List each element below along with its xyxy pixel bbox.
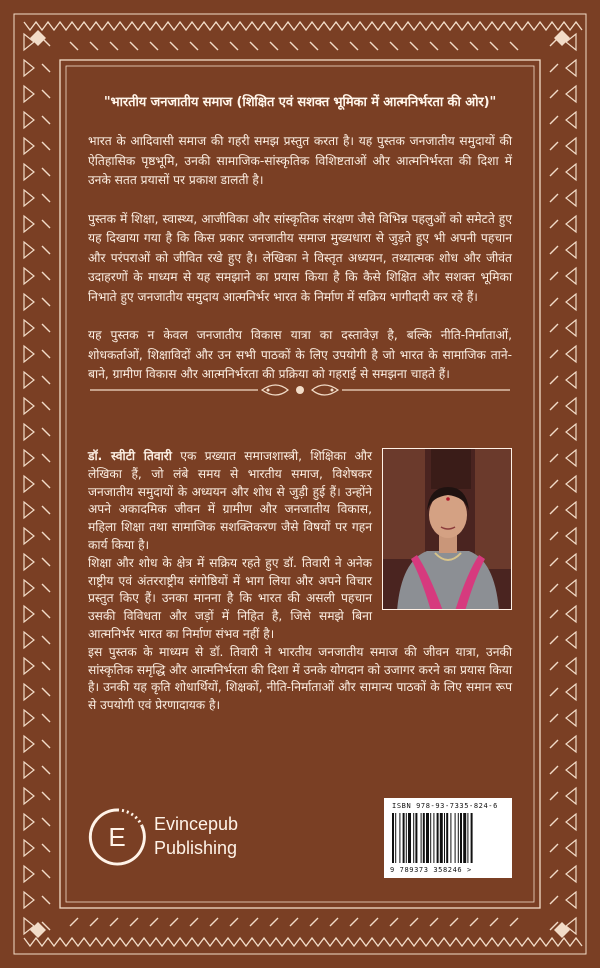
book-title: "भारतीय जनजातीय समाज (शिक्षित एवं सशक्त भूमिका में आत्मनिर्भरता की ओर)" [103,95,497,110]
author-photo [382,448,512,610]
author-bio-2: शिक्षा और शोध के क्षेत्र में सक्रिय रहते हुए डॉ. तिवारी ने अनेक राष्ट्रीय एवं अंतरराष्ट्रीय संगोष्ठियों में भाग लिया और अपने विचार प्रस्तुत किए हैं। उनका मानना है कि भारत की असली पहचान उसकी विविधता और जड़ों में निहित है, जिसे समझे बिना आत्मनिर्भर भारत का निर्माण संभव नहीं है। [88,555,372,641]
author-bio-3: इस पुस्तक के माध्यम से डॉ. तिवारी ने भारतीय जनजातीय समाज की जीवन यात्रा, उनकी सांस्कृतिक समृद्धि और आत्मनिर्भरता की दिशा में उनके योगदान को उजागर करने का प्रयास किया है। उनकी यह कृति शोधार्थियों, शिक्षकों, नीति-निर्माताओं और सामान्य पाठकों के लिए समान रूप से उपयोगी एवं प्रेरणादायक है। [88,644,512,713]
author-bio-1: एक प्रख्यात समाजशास्त्री, शिक्षिका और लेखिका हैं, जो लंबे समय से भारतीय समाज, विशेषकर जनजातीय समुदायों के अध्ययन और शोध से जुड़ी हुई हैं। उन्होंने अपने अकादमिक जीवन में ग्रामीण और जनजातीय विकास, महिला शिक्षा तथा सामाजिक सशक्तिकरण जैसे विषयों पर गहन कार्य किया है। [88,449,372,552]
barcode-bars [390,813,506,865]
publisher-logo [86,806,266,868]
isbn-barcode [384,798,512,878]
author-section [88,448,512,715]
publisher-name-line1: Evincepub [154,814,239,834]
publisher-name-line2: Publishing [154,838,238,858]
blurb-paragraph-1: भारत के आदिवासी समाज की गहरी समझ प्रस्तुत करता है। यह पुस्तक जनजातीय समुदायों की ऐतिहासिक पृष्ठभूमि, उनकी सामाजिक-सांस्कृतिक विशिष्टताओं और आत्मनिर्भरता की दिशा में उनके सतत प्रयासों पर प्रकाश डालती है। [88,134,512,187]
blurb-paragraph-3: यह पुस्तक न केवल जनजातीय विकास यात्रा का दस्तावेज़ है, बल्कि नीति-निर्माताओं, शोधकर्ताओं, शिक्षाविदों और उन सभी पाठकों के लिए उपयोगी है जो भारत के सामाजिक ताने-बाने, ग्रामीण विकास और आत्मनिर्भरता की प्रक्रिया को गहराई से समझना चाहते हैं। [88,328,512,381]
author-name: डॉ. स्वीटी तिवारी [88,449,172,463]
publisher-logo-icon [86,806,148,868]
barcode-digits: 9 789373 358246 > [390,866,472,874]
blurb-section [88,88,512,404]
blurb-paragraph-2: पुस्तक में शिक्षा, स्वास्थ्य, आजीविका और सांस्कृतिक संरक्षण जैसे विभिन्न पहलुओं को समेटते हुए यह दिखाया गया है कि किस प्रकार जनजातीय समाज मुख्यधारा से जुड़ते हुए भी अपनी पहचान और परंपराओं को जीवित रखे हुए है। लेखिका ने विस्तृत अध्ययन, तथ्यात्मक शोध और जीवंत उदाहरणों के माध्यम से यह समझाने का प्रयास किया है कि कैसे शिक्षित और सशक्त भूमिका निभाते हुए जनजातीय समुदाय आत्मनिर्भर भारत के निर्माण में सक्रिय भागीदारी कर रहे हैं। [88,211,512,304]
isbn-number: ISBN 978-93-7335-824-6 [392,802,498,810]
ornamental-divider [90,380,510,400]
publisher-logo-letter: E [108,822,126,852]
